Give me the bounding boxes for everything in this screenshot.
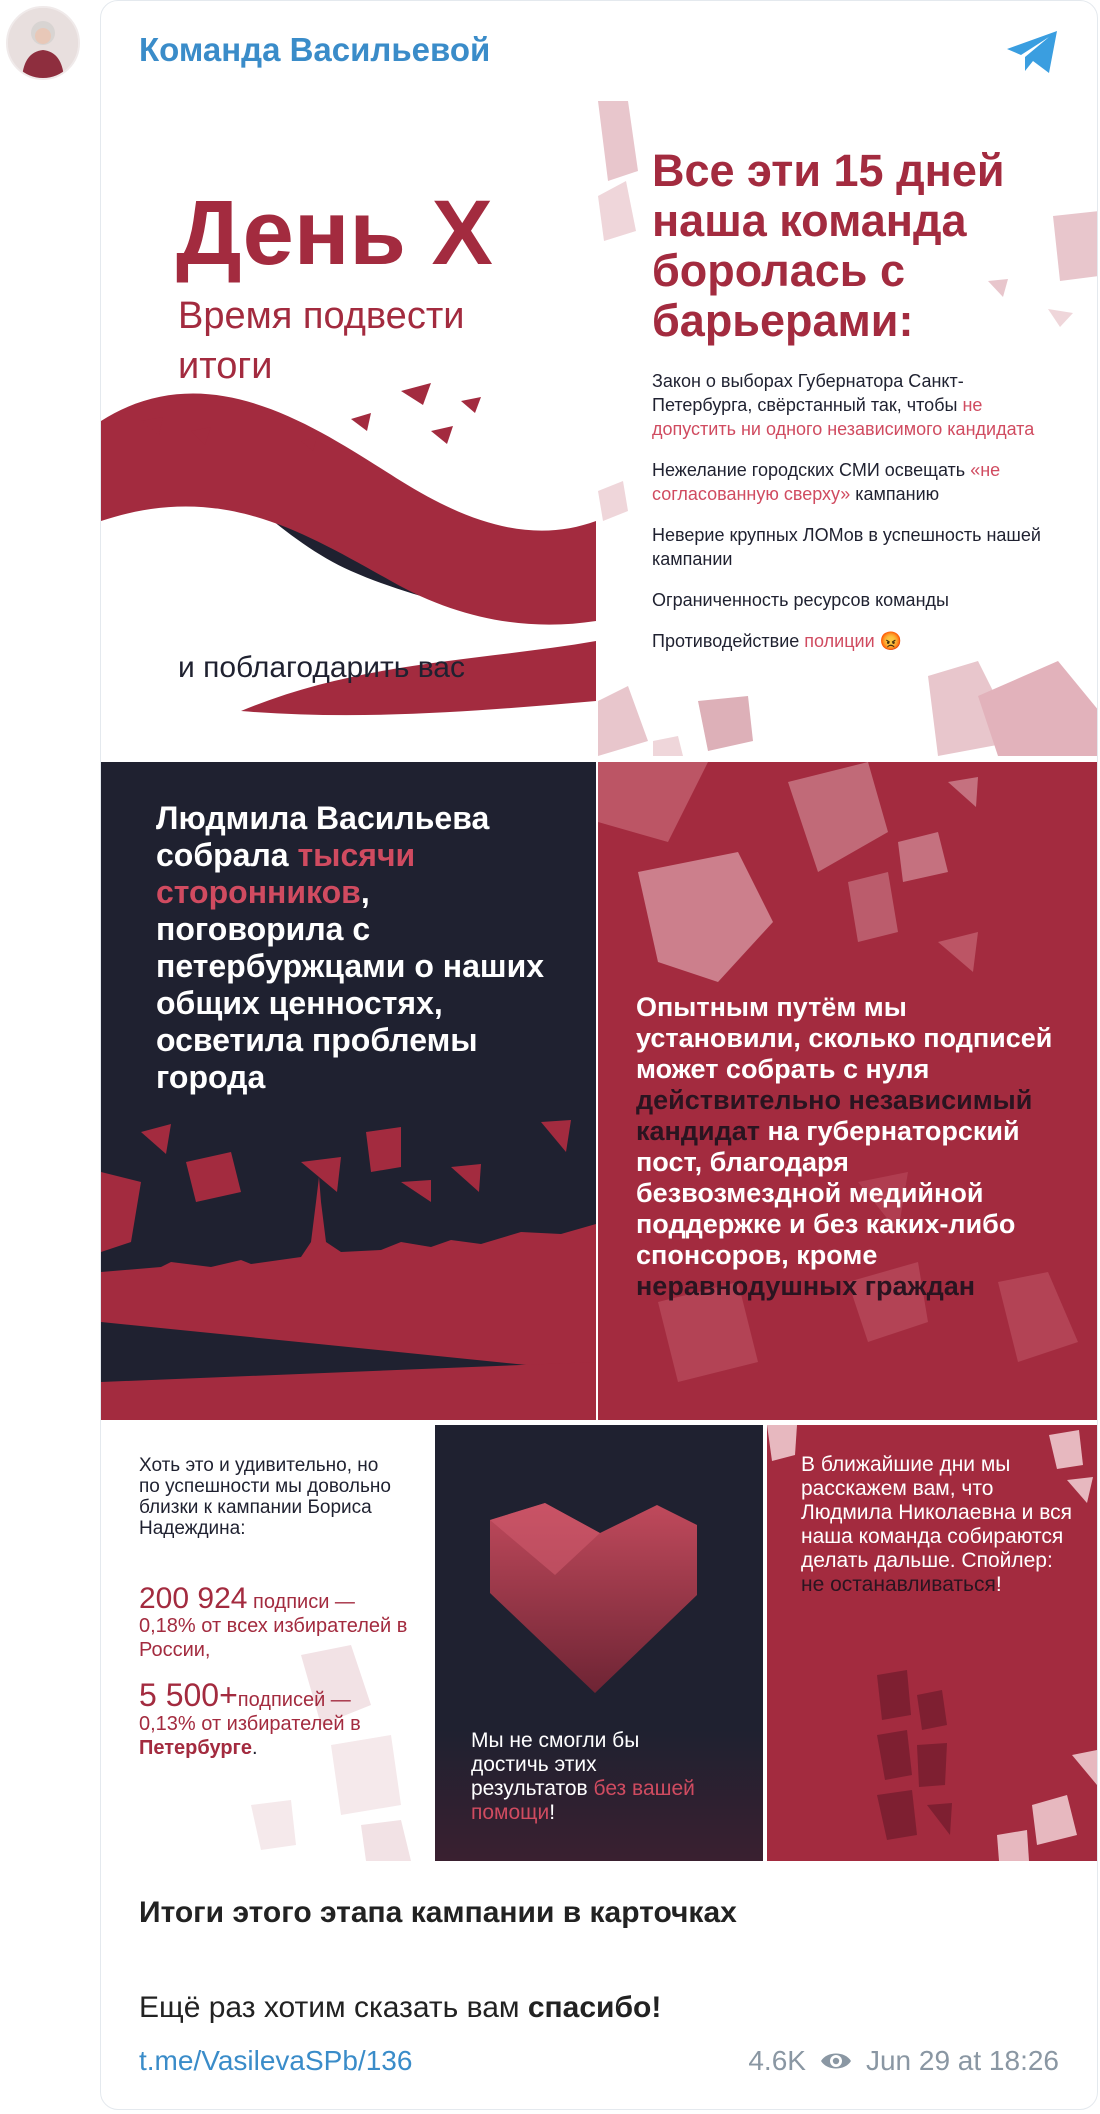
card4-text-middle: на губернаторский пост, благодаря безвозмездной медийной поддержке и без каких-либо спонсоров, кроме: [636, 1116, 1020, 1270]
channel-name[interactable]: Команда Васильевой: [139, 31, 491, 68]
post-date[interactable]: Jun 29 at 18:26: [865, 2045, 1059, 2076]
barrier-text: Закон о выборах Губернатора Санкт-Петербурга, свёрстанный так, чтобы: [652, 371, 964, 415]
stat-petersburg-end: .: [252, 1737, 258, 1759]
card-heart[interactable]: [435, 1425, 763, 1861]
post-thanks-bold: спасибо!: [527, 1991, 662, 2024]
stat-russia: [139, 1582, 409, 1662]
card3-text-start: Людмила Васильева собрала: [156, 800, 490, 873]
card-experiment[interactable]: [598, 762, 1098, 1420]
barrier-text: Ограниченность ресурсов команды: [652, 590, 949, 610]
card6-text-end: !: [549, 1801, 556, 1824]
card2-heading: Все эти 15 дней наша команда боролась с барьерами:: [652, 145, 1005, 346]
stat-russia-text: подписи — 0,18% от всех избирателей в России,: [139, 1591, 408, 1661]
telegram-icon[interactable]: [1005, 29, 1061, 75]
stat-petersburg-highlight: Петербурге: [139, 1737, 252, 1759]
card1-footer: и поблагодарить вас: [178, 651, 465, 684]
card-barriers[interactable]: [598, 101, 1098, 756]
card4-text-start: Опытным путём мы установили, сколько подписей может собрать с нуля: [636, 992, 1053, 1084]
stat-petersburg-text: подписей — 0,13% от избирателей в: [139, 1689, 361, 1735]
stat-russia-number: 200 924: [139, 1582, 248, 1615]
barrier-item: [652, 629, 1052, 653]
barrier-text-end: 😡: [874, 631, 903, 651]
post-thanks-text: Ещё раз хотим сказать вам: [139, 1991, 528, 2024]
card4-highlight-citizens: неравнодушных граждан: [636, 1271, 976, 1301]
barrier-highlight: не допустить ни одного независимого кандидата: [652, 395, 1035, 439]
message-card: [100, 0, 1098, 2110]
avatar-portrait-icon: [8, 8, 78, 78]
stat-petersburg-number: 5 500+: [139, 1677, 238, 1713]
view-count: 4.6K: [748, 2045, 806, 2076]
barrier-highlight: полиции: [804, 631, 875, 651]
barrier-highlight: «не согласованную сверху»: [652, 460, 1001, 504]
post-meta: [748, 2045, 1059, 2077]
card7-text: [801, 1453, 1081, 1597]
card6-text-start: Мы не смогли бы достичь этих результатов: [471, 1729, 640, 1800]
card6-highlight: без вашей помощи: [471, 1777, 695, 1824]
card3-highlight: тысячи сторонников: [156, 837, 416, 910]
card3-text-end: , поговорила с петербуржцами о наших общих ценностях, осветила проблемы города: [156, 874, 545, 1095]
post-thanks: [139, 1991, 661, 2025]
card-supporters[interactable]: [101, 762, 596, 1420]
message-header: [101, 1, 1097, 101]
card1-title: День Х: [176, 182, 493, 284]
barrier-item: [652, 369, 1052, 441]
card-next-steps[interactable]: [767, 1425, 1098, 1861]
channel-avatar[interactable]: [6, 6, 80, 80]
barrier-item: [652, 458, 1052, 506]
card7-text-start: В ближайшие дни мы расскажем вам, что Людмила Николаевна и вся наша команда собираются делать дальше. Спойлер:: [801, 1453, 1073, 1572]
barrier-text: Неверие крупных ЛОМов в успешность нашей кампании: [652, 525, 1041, 569]
card5-intro: Хоть это и удивительно, но по успешности мы довольно близки к кампании Бориса Надеждина:: [139, 1455, 391, 1539]
card6-text: [471, 1729, 701, 1825]
barrier-text-end: кампанию: [850, 484, 940, 504]
barrier-list: [652, 369, 1052, 653]
stat-petersburg: [139, 1677, 409, 1760]
post-caption: Итоги этого этапа кампании в карточках: [139, 1896, 737, 1929]
card7-highlight: не останавливаться: [801, 1573, 996, 1596]
eye-icon: [820, 2050, 852, 2072]
card7-text-end: !: [995, 1573, 1002, 1596]
barrier-text: Противодействие: [652, 631, 805, 651]
card4-highlight-candidate: действительно независимый кандидат: [636, 1085, 1033, 1146]
card-stats[interactable]: [101, 1425, 432, 1861]
post-link[interactable]: t.me/VasilevaSPb/136: [139, 2045, 413, 2076]
card3-text: [156, 800, 546, 1096]
card-day-x[interactable]: [101, 101, 596, 756]
card4-text: [636, 992, 1056, 1302]
card1-subtitle: Время подвести итоги: [178, 295, 465, 387]
barrier-item: [652, 588, 1052, 612]
barrier-item: [652, 523, 1052, 571]
barrier-text: Нежелание городских СМИ освещать: [652, 460, 971, 480]
